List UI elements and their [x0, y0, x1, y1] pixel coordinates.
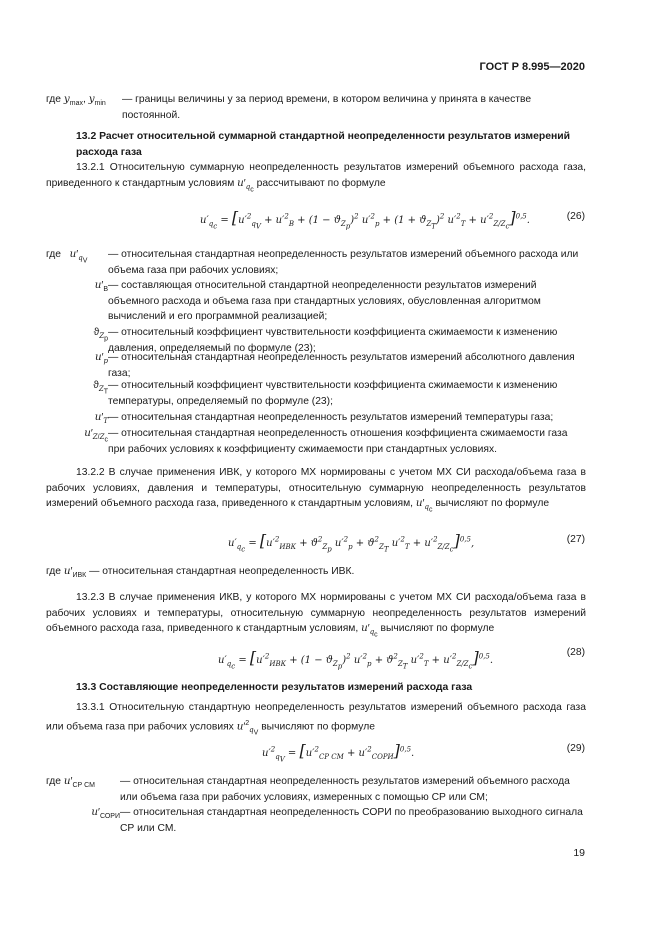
equation-number-27: (27) [566, 534, 585, 545]
formula-28: $u'_{q_c} = [u'^2_{ИВК} + (1 - ϑ_{Z_p})^2$ $u'^2_p + ϑ^2_{Z_T}$ $u'^2_T + u'^2_{Z/Z_c}]^{0,5}$. [218, 648, 494, 671]
equation-number-29: (29) [566, 743, 585, 754]
definition-text: — составляющая относительной стандартной неопределенности результатов измерений объемного расхода и объема газа при стандартных условиях, обусловленная алгоритмом вычислений и его программной реализацией; [108, 280, 541, 322]
definition-uB: $u'_B$ — составляющая относительной стандартной неопределенности результатов измерений объемного расхода и объема газа при стандартных условиях, обусловленная алгоритмом вычислений и его программной реализацией; [46, 278, 586, 326]
paragraph-text-end: вычисляют по формуле [380, 623, 495, 634]
definition-text: — границы величины y за период времени, в котором величина y принята в качестве постоянной. [122, 94, 532, 121]
definition-symbol: где $y_{max}$, $y_{min}$ [46, 93, 106, 108]
definition-text: — относительная стандартная неопределенность отношения коэффициента сжимаемости газа при рабочих условиях к коэффициенту сжимаемости при стандартных условиях. [108, 428, 568, 455]
definition-text: — относительная стандартная неопределенность результатов измерений объемного расхода или объема газа при рабочих условиях, измеренных с помощью СР или СМ; [120, 776, 570, 803]
page-number: 19 [573, 847, 585, 859]
definition-text: — относительная стандартная неопределенность результатов измерений объемного расхода или объема газа при рабочих условиях; [108, 249, 579, 276]
paragraph-text: 13.3.1 Относительную стандартную неопределенность результатов измерений объемного расхода газа или объема газа при рабочих условиях [46, 702, 586, 732]
paragraph-text: 13.2.1 Относительную суммарную неопределенность результатов измерений объемного расхода газа, приведенного к стандартным условиям [46, 162, 586, 189]
definition-thetaZp: $ϑ_{Z_p}$ — относительный коэффициент чувствительности коэффициента сжимаемости к изменению давления, определяемый по формуле (23); [46, 325, 586, 357]
definition-uSORI: $u'_{СОРИ}$ — относительная стандартная неопределенность СОРИ по преобразованию выходного сигнала СР или СМ. [46, 805, 586, 837]
definition-uqV: где $u'_{q_V}$ — относительная стандартная неопределенность результатов измерений объемного расхода или объема газа при рабочих условиях; [46, 247, 586, 279]
paragraph-text-end: вычисляют по формуле [435, 498, 550, 509]
definition-text: — относительная стандартная неопределенность СОРИ по преобразованию выходного сигнала СР или СМ. [120, 807, 583, 834]
definition-text: — относительная стандартная неопределенность результатов измерений температуры газа; [108, 412, 554, 423]
definition-text: — относительный коэффициент чувствительности коэффициента сжимаемости к изменению давления, определяемый по формуле (23); [108, 327, 558, 354]
paragraph-13-2-3: 13.2.3 В случае применения ИКВ, у которого МХ нормированы с учетом МХ СИ расхода/объема газа в рабочих условиях и температуры, относительную суммарную неопределенность результатов измерений объемного расхода газа, приведенного к стандартным условиям, $u'_{q_c}$ вычисляют по формуле [46, 592, 586, 639]
section-heading-13-2: 13.2 Расчет относительной суммарной стандартной неопределенности результатов измерений расхода газа [76, 131, 571, 158]
formula-27: $u'_{q_c} = [u'^2_{ИВК} + ϑ^2_{Z_p}$ $u'^2_p + ϑ^2_{Z_T}$ $u'^2_T + u'^2_{Z/Z_c}]^{0,5}$, [228, 531, 475, 554]
definition-uT: $u'_T$ — относительная стандартная неопределенность результатов измерений температуры газа; [46, 410, 586, 426]
paragraph-text-end: рассчитывают по формуле [256, 177, 386, 189]
definition-up: $u'_p$ — относительная стандартная неопределенность результатов измерений абсолютного давления газа; [46, 350, 586, 382]
equation-number-28: (28) [566, 647, 585, 658]
paragraph-text: 13.2.3 В случае применения ИКВ, у которого МХ нормированы с учетом МХ СИ расхода/объема газа в рабочих условиях и температуры, относительную суммарную неопределенность результатов измерений объемного расхода газа, приведенного к стандартным условиям, [46, 592, 586, 634]
definition-text: — относительная стандартная неопределенность результатов измерений абсолютного давления газа; [108, 352, 575, 379]
equation-number-26: (26) [566, 211, 585, 222]
formula-26: $u'_{q_c} = [u'^2_{q_V} + u'^2_B + (1 - ϑ_{Z_p})^2$ $u'^2_p + (1 + ϑ_{Z_T})^2$ $u'^2_T + u'^2_{Z/Z_c}]^{0,5}$. [200, 208, 530, 231]
definition-uCPCM: где $u'_{СР СМ}$ — относительная стандартная неопределенность результатов измерений объемного расхода или объема газа при рабочих условиях, измеренных с помощью СР или СМ; [46, 774, 586, 806]
definition-text: — относительная стандартная неопределенность ИВК. [89, 566, 355, 577]
definition-uIVK: где $u'_{ИВК}$ — относительная стандартная неопределенность ИВК. [46, 565, 355, 580]
definition-uZZc: $u'_{Z/Z_c}$ — относительная стандартная неопределенность отношения коэффициента сжимаемости газа при рабочих условиях к коэффициенту сжимаемости при стандартных условиях. [46, 426, 586, 458]
paragraph-13-2-1: 13.2.1 Относительную суммарную неопределенность результатов измерений объемного расхода газа, приведенного к стандартным условиям $u'_{q_c}$ рассчитывают по формуле [46, 162, 586, 193]
section-heading-13-3: 13.3 Составляющие неопределенности результатов измерений расхода газа [76, 682, 473, 693]
standard-header: ГОСТ Р 8.995—2020 [479, 61, 585, 73]
where-label: где [46, 566, 62, 577]
definition-thetaZT: $ϑ_{Z_T}$ — относительный коэффициент чувствительности коэффициента сжимаемости к изменению температуры, определяемый по формуле (23); [46, 378, 586, 410]
where-label: где [46, 776, 62, 787]
paragraph-text-end: вычисляют по формуле [261, 720, 375, 732]
formula-29: $u'^2_{q_V} = [u'^2_{СР СМ} + u'^2_{СОРИ}]^{0,5}$. [262, 741, 415, 764]
definition-text: — относительный коэффициент чувствительности коэффициента сжимаемости к изменению температуры, определяемый по формуле (23); [108, 380, 558, 407]
paragraph-text: 13.2.2 В случае применения ИВК, у которого МХ нормированы с учетом МХ СИ расхода/объема газа в рабочих условиях, давления и температуры, относительную суммарную неопределенность результатов измерений объемного расхода газа, приведенного к стандартным условиям, [46, 467, 586, 509]
where-label: где [46, 249, 62, 260]
paragraph-13-3-1: 13.3.1 Относительную стандартную неопределенность результатов измерений объемного расхода газа или объема газа при рабочих условиях $u'^2_{q_V}$ вычисляют по формуле [46, 702, 586, 737]
paragraph-13-2-2: 13.2.2 В случае применения ИВК, у которого МХ нормированы с учетом МХ СИ расхода/объема газа в рабочих условиях, давления и температуры, относительную суммарную неопределенность результатов измерений объемного расхода газа, приведенного к стандартным условиям, $u'_{q_c}$ вычисляют по формуле [46, 467, 586, 514]
